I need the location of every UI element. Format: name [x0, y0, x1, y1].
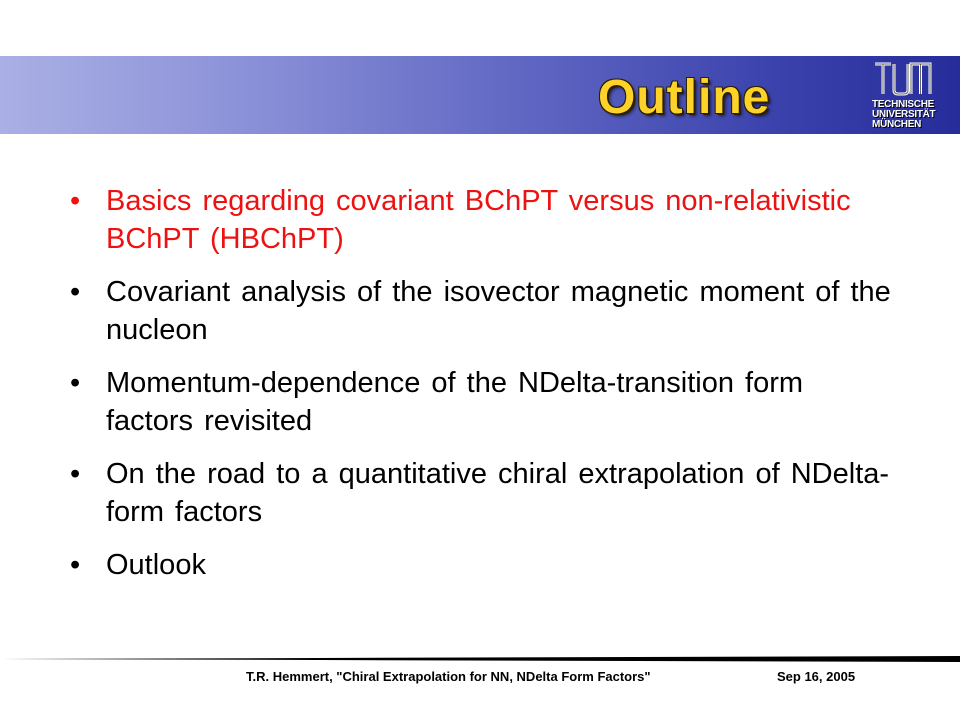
bullet-dot: •: [70, 549, 81, 581]
bullet-list: [70, 182, 900, 599]
logo-line-3: MÜNCHEN: [872, 119, 922, 130]
logo-line-1: TECHNISCHE: [872, 99, 935, 110]
slide-title: Outline: [598, 71, 771, 124]
footer-date: Sep 16, 2005: [777, 669, 856, 684]
bullet-dot: •: [70, 458, 81, 490]
bullet-dot: •: [70, 276, 81, 308]
bullet-item: [70, 455, 900, 531]
bullet-text: Outlook: [106, 549, 206, 581]
bullet-item: [70, 546, 900, 584]
bullet-text: Momentum-dependence of the NDelta-transition form factors revisited: [106, 367, 804, 437]
bullet-text: On the road to a quantitative chiral extrapolation of NDelta-form factors: [106, 458, 890, 528]
footer-divider: [0, 656, 960, 662]
logo-line-2: UNIVERSITÄT: [872, 109, 936, 120]
bullet-item: [70, 182, 900, 258]
bullet-item: [70, 364, 900, 440]
bullet-dot: •: [70, 367, 81, 399]
title-bar: [0, 56, 960, 134]
footer-citation: T.R. Hemmert, "Chiral Extrapolation for NN, NDelta Form Factors": [246, 669, 651, 684]
bullet-text: Covariant analysis of the isovector magnetic moment of the nucleon: [106, 276, 891, 346]
tum-logo-icon: [872, 60, 934, 98]
bullet-item: [70, 273, 900, 349]
tum-logo: [872, 60, 934, 132]
bullet-dot: •: [70, 185, 81, 217]
bullet-text: Basics regarding covariant BChPT versus non-relativistic BChPT (HBChPT): [106, 185, 851, 255]
